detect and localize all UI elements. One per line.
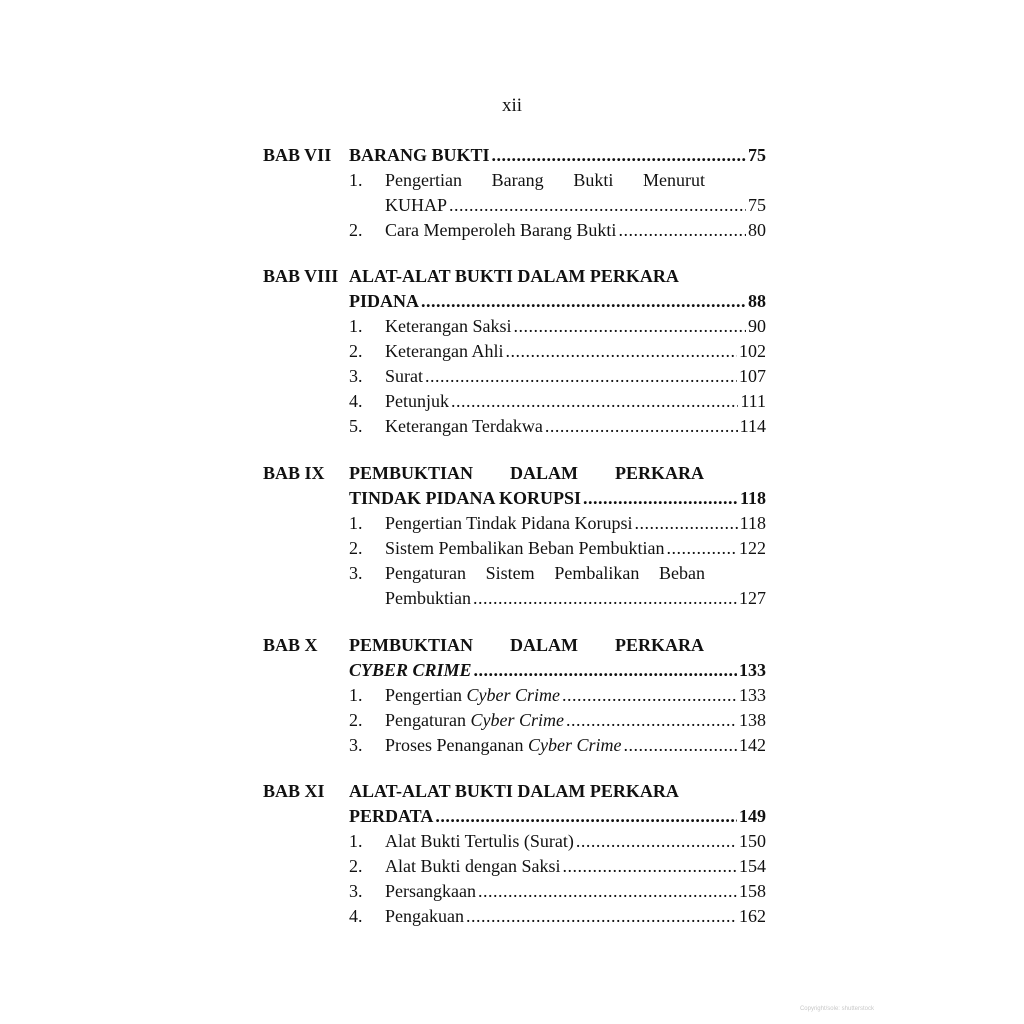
item-leader-row bbox=[385, 339, 766, 364]
item-title: Keterangan Terdakwa bbox=[385, 416, 543, 436]
item-leader-row bbox=[385, 193, 766, 218]
item-leader-row bbox=[385, 879, 766, 904]
item-leader-row bbox=[385, 829, 766, 854]
item-page: 138 bbox=[739, 710, 766, 730]
item-title: Sistem Pembalikan Beban Pembuktian bbox=[385, 538, 665, 558]
chapter-title-row bbox=[349, 143, 766, 168]
item-page: 90 bbox=[748, 316, 766, 336]
item-leader-row bbox=[385, 683, 766, 708]
chapter-title: ALAT-ALAT BUKTI DALAM PERKARA bbox=[349, 781, 679, 801]
chapter-title: PEMBUKTIAN DALAM PERKARA bbox=[349, 463, 704, 483]
item-page: 133 bbox=[739, 685, 766, 705]
item-title: Surat bbox=[385, 366, 423, 386]
item-number: 2. bbox=[349, 341, 363, 361]
chapter-label: BAB VIII bbox=[263, 266, 339, 286]
item-number: 2. bbox=[349, 538, 363, 558]
item-number: 4. bbox=[349, 906, 363, 926]
item-number: 1. bbox=[349, 316, 363, 336]
item-leader-row bbox=[385, 314, 766, 339]
item-title: Petunjuk bbox=[385, 391, 450, 411]
item-number: 2. bbox=[349, 220, 363, 240]
chapter-title: PIDANA bbox=[349, 291, 419, 311]
item-number: 2. bbox=[349, 856, 363, 876]
item-title: KUHAP bbox=[385, 195, 448, 215]
chapter-title: BARANG BUKTI bbox=[349, 145, 490, 165]
item-number: 3. bbox=[349, 881, 363, 901]
chapter-title: TINDAK PIDANA KORUPSI bbox=[349, 488, 582, 508]
chapter-title-row bbox=[349, 658, 766, 683]
chapter-page: 118 bbox=[739, 488, 766, 508]
item-page: 158 bbox=[739, 881, 766, 901]
item-page: 80 bbox=[748, 220, 766, 240]
item-number: 3. bbox=[349, 563, 363, 583]
chapter-title: PEMBUKTIAN DALAM PERKARA bbox=[349, 635, 704, 655]
item-leader-row bbox=[385, 586, 766, 611]
item-page: 102 bbox=[739, 341, 766, 361]
chapter-label: BAB X bbox=[263, 635, 318, 655]
item-page: 107 bbox=[739, 366, 766, 386]
chapter-title: PERDATA bbox=[349, 806, 434, 826]
item-page: 111 bbox=[740, 391, 766, 411]
chapter-title: CYBER CRIME bbox=[349, 660, 472, 680]
chapter-title-row bbox=[349, 804, 766, 829]
item-title: Keterangan Saksi bbox=[385, 316, 512, 336]
item-title: Pengertian Cyber Crime bbox=[385, 685, 560, 705]
chapter-page: 149 bbox=[739, 806, 766, 826]
watermark: Copyright/sole: shutterstock bbox=[799, 1006, 874, 1012]
item-number: 2. bbox=[349, 710, 363, 730]
item-title-line1: Pengaturan Sistem Pembalikan Beban bbox=[385, 563, 705, 583]
item-leader-row bbox=[385, 536, 766, 561]
chapter-label: BAB XI bbox=[263, 781, 325, 801]
item-page: 150 bbox=[739, 831, 766, 851]
item-page: 154 bbox=[739, 856, 766, 876]
item-title: Pengertian Tindak Pidana Korupsi bbox=[385, 513, 633, 533]
item-title: Keterangan Ahli bbox=[385, 341, 504, 361]
item-title: Pembuktian bbox=[385, 588, 471, 608]
item-leader-row bbox=[385, 511, 766, 536]
item-page: 114 bbox=[739, 416, 766, 436]
item-number: 1. bbox=[349, 831, 363, 851]
item-number: 1. bbox=[349, 513, 363, 533]
item-leader-row bbox=[385, 708, 766, 733]
page-number: xii bbox=[501, 95, 523, 116]
item-leader-row bbox=[385, 414, 766, 439]
item-leader-row bbox=[385, 389, 766, 414]
item-leader-row bbox=[385, 218, 766, 243]
item-title: Alat Bukti dengan Saksi bbox=[385, 856, 561, 876]
item-leader-row bbox=[385, 854, 766, 879]
chapter-page: 133 bbox=[739, 660, 766, 680]
chapter-title-row bbox=[349, 486, 766, 511]
chapter-page: 88 bbox=[748, 291, 766, 311]
item-number: 1. bbox=[349, 685, 363, 705]
item-page: 122 bbox=[739, 538, 766, 558]
item-page: 75 bbox=[748, 195, 766, 215]
chapter-label: BAB IX bbox=[263, 463, 325, 483]
item-title: Alat Bukti Tertulis (Surat) bbox=[385, 831, 574, 851]
item-page: 142 bbox=[739, 735, 766, 755]
item-title: Pengakuan bbox=[385, 906, 464, 926]
item-leader-row bbox=[385, 364, 766, 389]
chapter-title-row bbox=[349, 289, 766, 314]
item-number: 1. bbox=[349, 170, 363, 190]
item-title: Pengaturan Cyber Crime bbox=[385, 710, 564, 730]
chapter-page: 75 bbox=[748, 145, 766, 165]
item-title-line1: Pengertian Barang Bukti Menurut bbox=[385, 170, 705, 190]
item-page: 127 bbox=[739, 588, 766, 608]
chapter-title: ALAT-ALAT BUKTI DALAM PERKARA bbox=[349, 266, 679, 286]
chapter-label: BAB VII bbox=[263, 145, 332, 165]
item-title: Persangkaan bbox=[385, 881, 476, 901]
item-number: 3. bbox=[349, 735, 363, 755]
item-number: 3. bbox=[349, 366, 363, 386]
item-title: Proses Penanganan Cyber Crime bbox=[385, 735, 622, 755]
item-leader-row bbox=[385, 904, 766, 929]
item-leader-row bbox=[385, 733, 766, 758]
item-page: 162 bbox=[739, 906, 766, 926]
item-number: 4. bbox=[349, 391, 363, 411]
item-number: 5. bbox=[349, 416, 363, 436]
item-page: 118 bbox=[739, 513, 766, 533]
item-title: Cara Memperoleh Barang Bukti bbox=[385, 220, 617, 240]
